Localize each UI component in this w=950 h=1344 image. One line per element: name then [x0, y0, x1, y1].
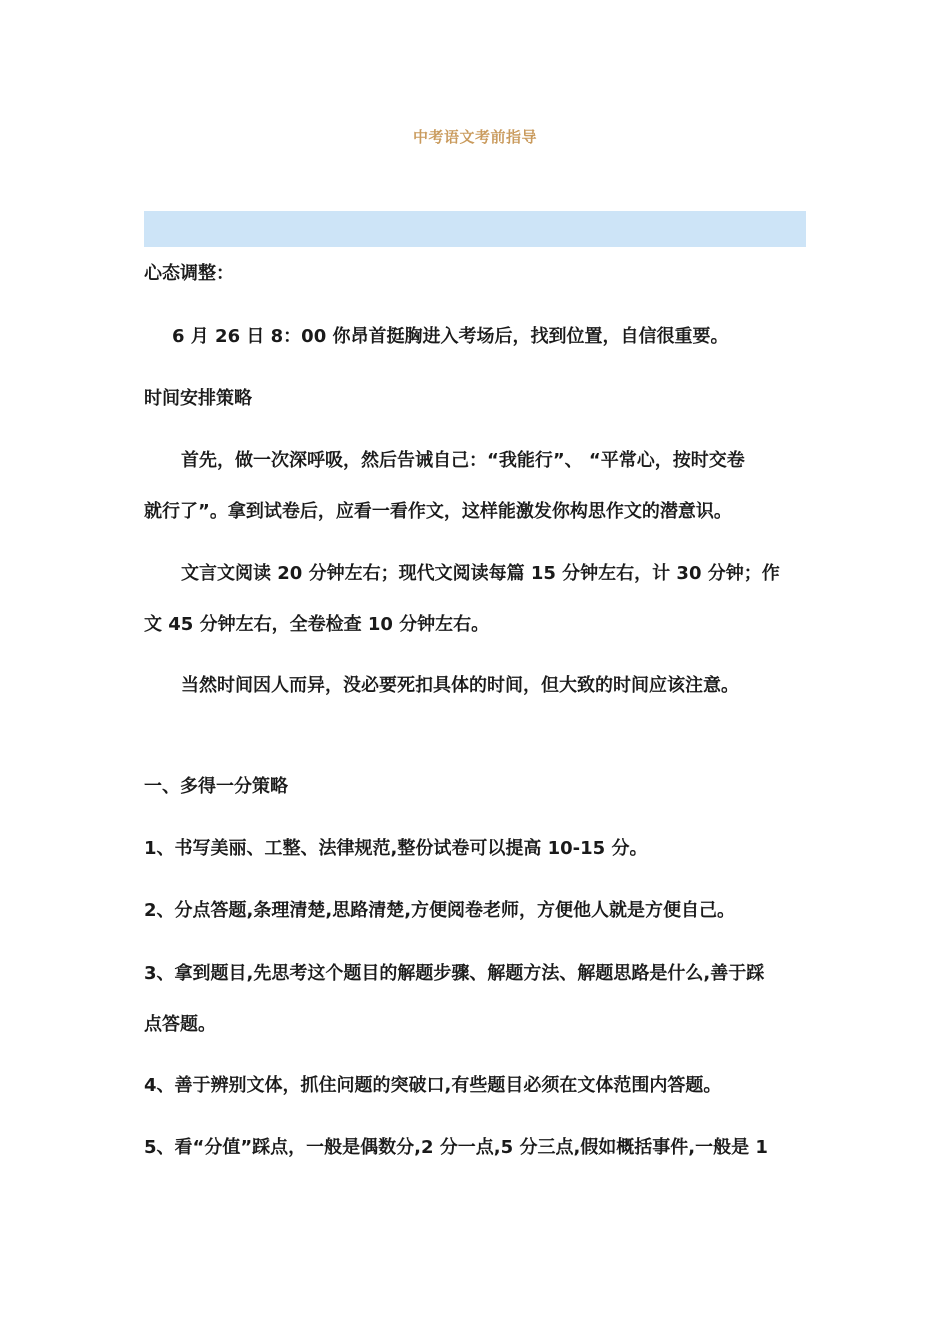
list-item-1 [144, 823, 814, 874]
heading-time-strategy [144, 373, 814, 424]
document-title: 中考语文考前指导 [412, 128, 537, 146]
line: 心态调整： [144, 263, 234, 284]
line: 文言文阅读 20 分钟左右；现代文阅读每篇 15 分钟左右，计 30 分钟；作 [181, 563, 780, 584]
paragraph-exam-entry [144, 311, 814, 362]
paragraph-first-steps [144, 435, 814, 537]
line: 1、书写美丽、工整、法律规范,整份试卷可以提高 10-15 分。 [144, 838, 648, 859]
line: 6 月 26 日 8：00 你昂首挺胸进入考场后，找到位置，自信很重要。 [172, 326, 729, 347]
list-item-2 [144, 885, 814, 936]
line: 2、分点答题,条理清楚,思路清楚,方便阅卷老师，方便他人就是方便自己。 [144, 900, 736, 921]
line: 就行了”。拿到试卷后，应看一看作文，这样能激发你构思作文的潜意识。 [144, 501, 732, 522]
line: 首先，做一次深呼吸，然后告诫自己：“我能行”、 “平常心，按时交卷 [181, 450, 745, 471]
line: 4、善于辨别文体，抓住问题的突破口,有些题目必须在文体范围内答题。 [144, 1075, 722, 1096]
line: 时间安排策略 [144, 388, 252, 409]
list-item-3 [144, 948, 814, 1050]
heading-mindset [144, 248, 814, 299]
line: 3、拿到题目,先思考这个题目的解题步骤、解题方法、解题思路是什么,善于踩 [144, 963, 765, 984]
line: 当然时间因人而异，没必要死扣具体的时间，但大致的时间应该注意。 [181, 675, 739, 696]
highlight-band [144, 211, 806, 247]
paragraph-time-allocation [144, 548, 814, 650]
heading-extra-point [144, 761, 814, 812]
line: 文 45 分钟左右，全卷检查 10 分钟左右。 [144, 614, 490, 635]
paragraph-time-note [144, 660, 814, 711]
line: 一、多得一分策略 [144, 776, 288, 797]
line: 点答题。 [144, 1014, 216, 1035]
line: 5、看“分值”踩点，一般是偶数分,2 分一点,5 分三点,假如概括事件,一般是 1 [144, 1137, 768, 1158]
list-item-4 [144, 1060, 814, 1111]
list-item-5 [144, 1122, 814, 1173]
